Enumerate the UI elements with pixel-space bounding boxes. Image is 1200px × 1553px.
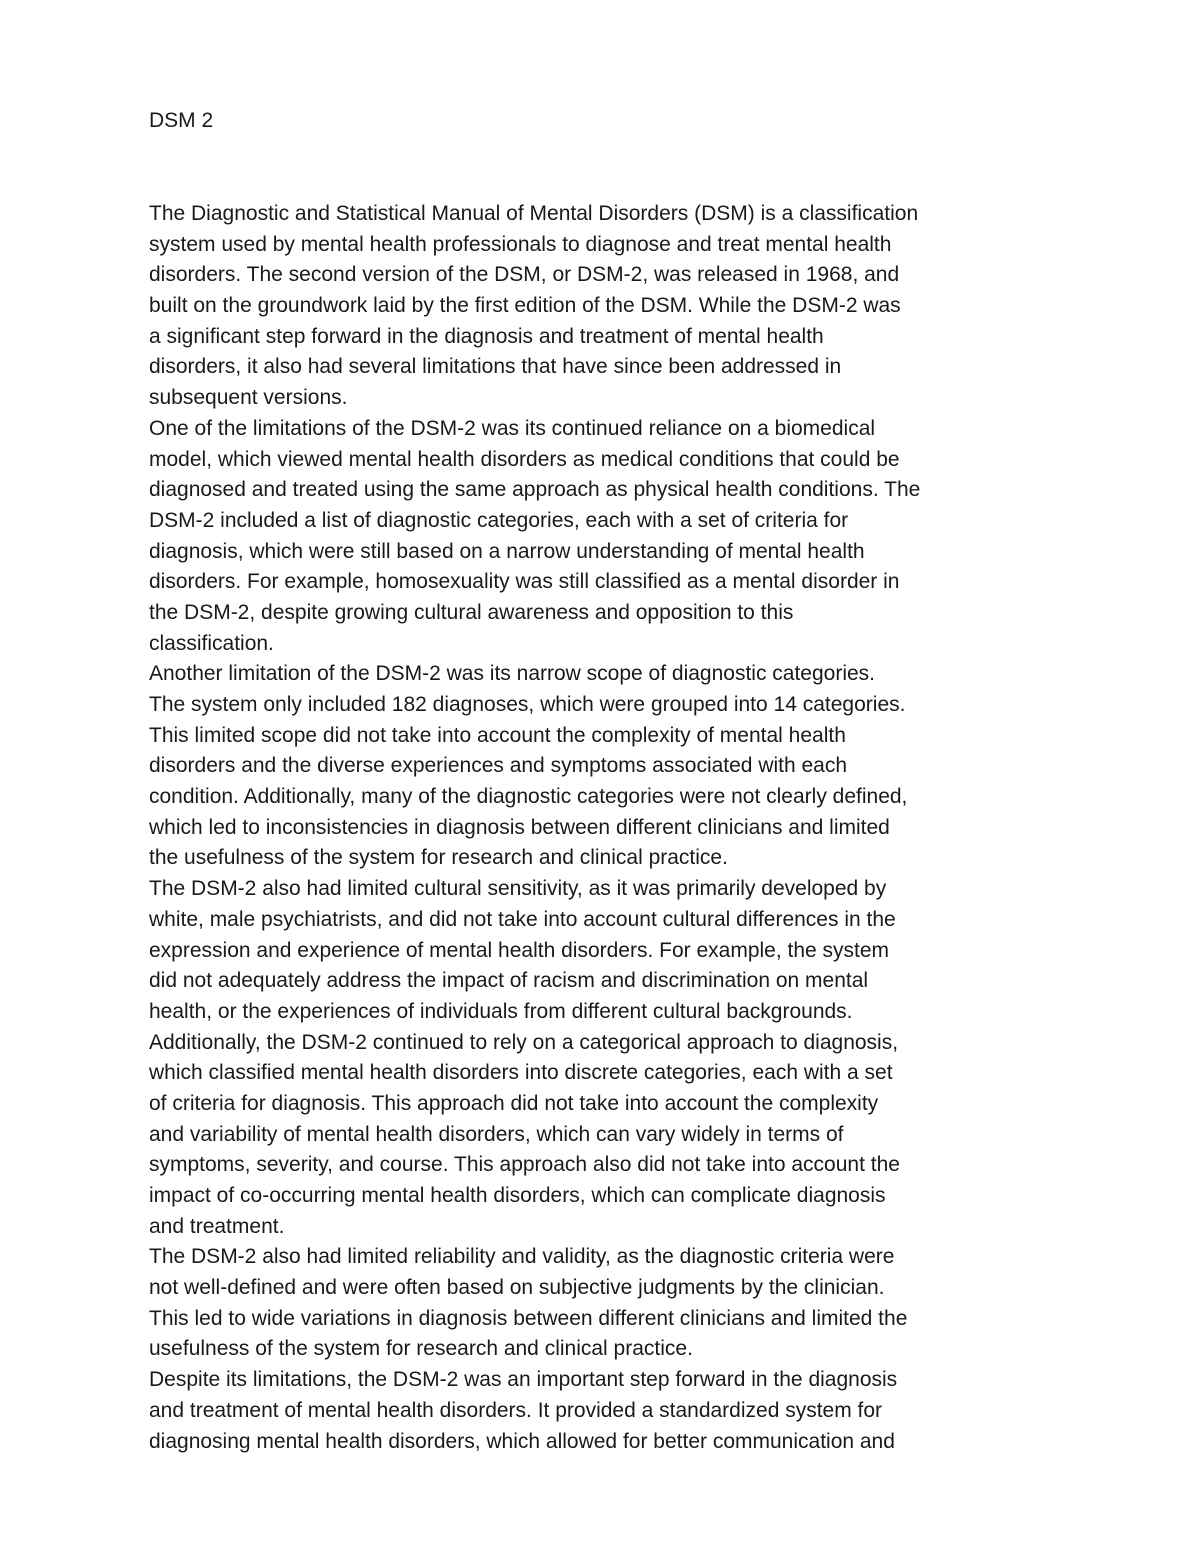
body-text-line: This led to wide variations in diagnosis between different clinicians and limited the <box>149 1306 908 1330</box>
body-text-line: white, male psychiatrists, and did not take into account cultural differences in the <box>149 907 896 931</box>
body-text-line: expression and experience of mental health disorders. For example, the system <box>149 938 890 962</box>
body-text-line: health, or the experiences of individuals from different cultural backgrounds. <box>149 999 853 1023</box>
document-body <box>149 199 1069 1457</box>
body-text-line: disorders, it also had several limitations that have since been addressed in <box>149 355 842 379</box>
body-text-line: not well-defined and were often based on subjective judgments by the clinician. <box>149 1276 885 1300</box>
body-text-line: diagnosis, which were still based on a narrow understanding of mental health <box>149 539 865 563</box>
body-text-line: The DSM-2 also had limited reliability and validity, as the diagnostic criteria were <box>149 1245 895 1269</box>
body-text-line: subsequent versions. <box>149 386 348 410</box>
body-text-line: which led to inconsistencies in diagnosis between different clinicians and limited <box>149 815 890 839</box>
document-title: DSM 2 <box>149 109 214 132</box>
body-text-line: The DSM-2 also had limited cultural sensitivity, as it was primarily developed by <box>149 877 887 901</box>
body-text-line: Despite its limitations, the DSM-2 was an important step forward in the diagnosis <box>149 1368 898 1392</box>
body-text-line: Another limitation of the DSM-2 was its narrow scope of diagnostic categories. <box>149 662 876 686</box>
body-text-line: The system only included 182 diagnoses, which were grouped into 14 categories. <box>149 693 906 716</box>
body-text-line: and treatment of mental health disorders. It provided a standardized system for <box>149 1398 883 1422</box>
body-text-line: the DSM-2, despite growing cultural awareness and opposition to this <box>149 600 794 624</box>
body-text-line: and variability of mental health disorders, which can vary widely in terms of <box>149 1122 844 1146</box>
body-text-line: which classified mental health disorders into discrete categories, each with a set <box>149 1061 893 1085</box>
body-text-line: built on the groundwork laid by the first edition of the DSM. While the DSM-2 was <box>149 294 901 318</box>
body-text-line: disorders. For example, homosexuality was still classified as a mental disorder in <box>149 570 900 594</box>
body-text-line: model, which viewed mental health disorders as medical conditions that could be <box>149 447 900 471</box>
body-text-line: This limited scope did not take into account the complexity of mental health <box>149 723 846 747</box>
body-text-line: a significant step forward in the diagnosis and treatment of mental health <box>149 324 824 348</box>
body-text-line: of criteria for diagnosis. This approach did not take into account the complexity <box>149 1091 879 1115</box>
body-text-line: DSM-2 included a list of diagnostic categories, each with a set of criteria for <box>149 508 849 532</box>
body-text-line: and treatment. <box>149 1214 285 1238</box>
body-text-line: system used by mental health professionals to diagnose and treat mental health <box>149 232 892 256</box>
body-text-line: disorders. The second version of the DSM, or DSM-2, was released in 1968, and <box>149 263 900 287</box>
body-text-line: condition. Additionally, many of the diagnostic categories were not clearly defined, <box>149 785 908 809</box>
body-text-line: usefulness of the system for research and clinical practice. <box>149 1337 693 1361</box>
body-text-line: diagnosing mental health disorders, which allowed for better communication and <box>149 1429 895 1453</box>
body-text-line: Additionally, the DSM-2 continued to rely on a categorical approach to diagnosis, <box>149 1030 899 1054</box>
body-text-line: impact of co-occurring mental health disorders, which can complicate diagnosis <box>149 1184 886 1207</box>
body-text-line: did not adequately address the impact of racism and discrimination on mental <box>149 969 869 993</box>
body-text-line: diagnosed and treated using the same approach as physical health conditions. The <box>149 478 921 502</box>
body-text-line: One of the limitations of the DSM-2 was its continued reliance on a biomedical <box>149 416 876 440</box>
body-text-line: the usefulness of the system for research and clinical practice. <box>149 846 728 870</box>
body-text-line: classification. <box>149 631 274 655</box>
body-text-line: The Diagnostic and Statistical Manual of Mental Disorders (DSM) is a classification <box>149 202 919 225</box>
body-text-line: symptoms, severity, and course. This approach also did not take into account the <box>149 1153 900 1177</box>
body-text-line: disorders and the diverse experiences and symptoms associated with each <box>149 754 848 778</box>
